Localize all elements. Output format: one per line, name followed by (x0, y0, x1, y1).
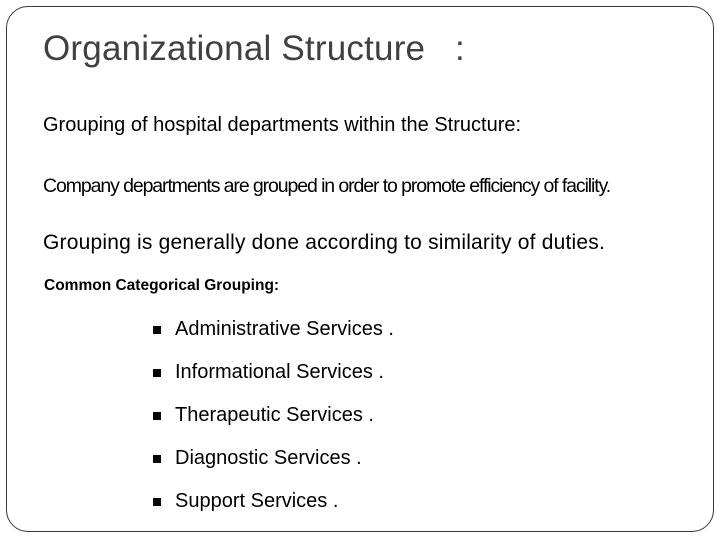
list-item (153, 394, 394, 437)
bullet-list (153, 308, 394, 523)
slide-subtitle: Grouping of hospital departments within the Structure: (43, 114, 522, 136)
square-bullet-icon (153, 412, 161, 420)
efficiency-paragraph: Company departments are grouped in order to promote efficiency of facility. (43, 175, 611, 197)
similarity-paragraph: Grouping is generally done according to similarity of duties. (43, 231, 605, 254)
slide (6, 6, 714, 532)
slide-title: Organizational Structure : (43, 29, 465, 68)
list-item-label: Administrative Services . (175, 318, 394, 340)
list-item-label: Diagnostic Services . (175, 447, 362, 469)
section-heading: Common Categorical Grouping: (44, 277, 280, 294)
square-bullet-icon (153, 369, 161, 377)
list-item-label: Informational Services . (175, 361, 384, 383)
square-bullet-icon (153, 326, 161, 334)
list-item (153, 480, 394, 523)
list-item (153, 351, 394, 394)
list-item-label: Therapeutic Services . (175, 404, 374, 426)
list-item-label: Support Services . (175, 490, 339, 512)
square-bullet-icon (153, 498, 161, 506)
list-item (153, 308, 394, 351)
square-bullet-icon (153, 455, 161, 463)
list-item (153, 437, 394, 480)
